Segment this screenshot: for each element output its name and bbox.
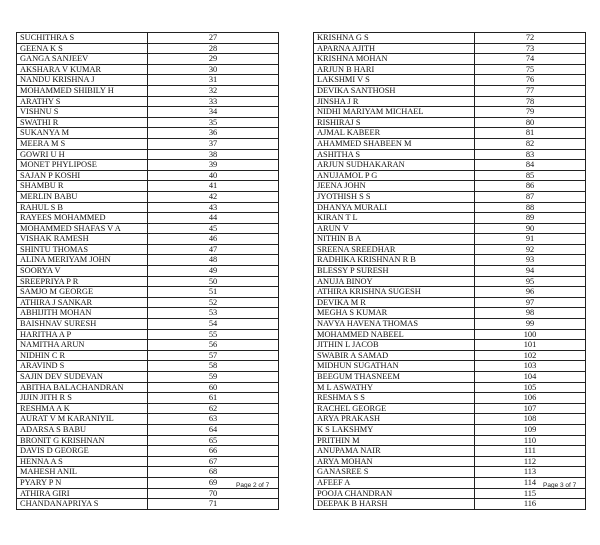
table-row (314, 424, 586, 435)
table-row (314, 287, 586, 298)
serial-number-cell: 72 (475, 33, 586, 44)
table-row (17, 255, 279, 266)
student-name-cell: PRITHIN M (314, 435, 475, 446)
student-name-cell: MOHAMMED NABEEL (314, 329, 475, 340)
serial-number-cell: 84 (475, 160, 586, 171)
student-name-cell: ANUJA BINOY (314, 276, 475, 287)
table-row (17, 64, 279, 75)
student-name-cell: GANASREE S (314, 467, 475, 478)
student-name-cell: NIDHIN C R (17, 350, 148, 361)
student-name-cell: AFEEF A (314, 477, 475, 488)
student-name-cell: RESHMA S S (314, 393, 475, 404)
serial-number-cell: 102 (475, 350, 586, 361)
table-row (314, 414, 586, 425)
serial-number-cell: 107 (475, 403, 586, 414)
serial-number-cell: 99 (475, 319, 586, 330)
student-name-cell: SUKANYA M (17, 128, 148, 139)
serial-number-cell: 108 (475, 414, 586, 425)
student-name-cell: GOWRI U H (17, 149, 148, 160)
table-row (314, 382, 586, 393)
serial-number-cell: 98 (475, 308, 586, 319)
student-name-cell: ARYA MOHAN (314, 456, 475, 467)
table-row (17, 435, 279, 446)
roll-list-page-2 (16, 32, 279, 510)
table-row (314, 96, 586, 107)
student-name-cell: AHAMMED SHABEEN M (314, 138, 475, 149)
table-row (314, 149, 586, 160)
table-row (17, 107, 279, 118)
serial-number-cell: 110 (475, 435, 586, 446)
serial-number-cell: 48 (148, 255, 279, 266)
table-row (314, 181, 586, 192)
table-row (314, 128, 586, 139)
student-name-cell: ARYA PRAKASH (314, 414, 475, 425)
table-row (17, 138, 279, 149)
table-row (17, 340, 279, 351)
student-name-cell: ADARSA S BABU (17, 424, 148, 435)
page-number-label: Page 2 of 7 (236, 482, 270, 489)
student-name-cell: LAKSHMI V S (314, 75, 475, 86)
table-row (314, 117, 586, 128)
table-row (17, 128, 279, 139)
student-name-cell: SWABIR A SAMAD (314, 350, 475, 361)
table-row (17, 329, 279, 340)
table-row (17, 170, 279, 181)
table-row (314, 467, 586, 478)
table-row (17, 361, 279, 372)
table-row (314, 266, 586, 277)
serial-number-cell: 69 (148, 477, 279, 488)
serial-number-cell: 34 (148, 107, 279, 118)
table-row (314, 107, 586, 118)
student-name-cell: MONET PHYLIPOSE (17, 160, 148, 171)
table-row (314, 488, 586, 499)
student-name-cell: ARJUN B HARI (314, 64, 475, 75)
table-row (314, 308, 586, 319)
student-name-cell: ARATHY S (17, 96, 148, 107)
serial-number-cell: 31 (148, 75, 279, 86)
student-name-cell: BAISHNAV SURESH (17, 319, 148, 330)
student-name-cell: DAVIS D GEORGE (17, 446, 148, 457)
table-row (17, 266, 279, 277)
student-name-cell: MOHAMMED SHAFAS V A (17, 223, 148, 234)
student-name-cell: RAHUL S B (17, 202, 148, 213)
table-row (17, 244, 279, 255)
student-name-cell: BLESSY P SURESH (314, 266, 475, 277)
serial-number-cell: 94 (475, 266, 586, 277)
student-name-cell: RACHEL GEORGE (314, 403, 475, 414)
student-name-cell: MOHAMMED SHIBILY H (17, 85, 148, 96)
serial-number-cell: 55 (148, 329, 279, 340)
serial-number-cell: 28 (148, 43, 279, 54)
serial-number-cell: 49 (148, 266, 279, 277)
serial-number-cell: 64 (148, 424, 279, 435)
student-name-cell: ASHITHA S (314, 149, 475, 160)
table-row (17, 393, 279, 404)
student-name-cell: NAVYA HAVENA THOMAS (314, 319, 475, 330)
student-name-cell: RISHIRAJ S (314, 117, 475, 128)
serial-number-cell: 73 (475, 43, 586, 54)
serial-number-cell: 79 (475, 107, 586, 118)
student-name-cell: SOORYA V (17, 266, 148, 277)
student-name-cell: MEGHA S KUMAR (314, 308, 475, 319)
serial-number-cell: 36 (148, 128, 279, 139)
table-row (314, 456, 586, 467)
serial-number-cell: 29 (148, 54, 279, 65)
student-name-cell: SAJIN DEV SUDEVAN (17, 372, 148, 383)
table-row (17, 297, 279, 308)
student-name-cell: KRISHNA MOHAN (314, 54, 475, 65)
student-name-cell: CHANDANAPRIYA S (17, 499, 148, 510)
serial-number-cell: 65 (148, 435, 279, 446)
table-row (17, 223, 279, 234)
serial-number-cell: 96 (475, 287, 586, 298)
table-row (17, 414, 279, 425)
student-name-cell: ATHIRA J SANKAR (17, 297, 148, 308)
table-row (17, 424, 279, 435)
serial-number-cell: 51 (148, 287, 279, 298)
table-row (314, 403, 586, 414)
student-name-cell: ARJUN SUDHAKARAN (314, 160, 475, 171)
student-name-cell: NANDU KRISHNA J (17, 75, 148, 86)
serial-number-cell: 100 (475, 329, 586, 340)
student-name-cell: SHINTU THOMAS (17, 244, 148, 255)
roll-list-page-3 (313, 32, 586, 510)
serial-number-cell: 74 (475, 54, 586, 65)
serial-number-cell: 86 (475, 181, 586, 192)
table-row (17, 33, 279, 44)
serial-number-cell: 66 (148, 446, 279, 457)
serial-number-cell: 47 (148, 244, 279, 255)
table-row (314, 297, 586, 308)
student-name-cell: ATHIRA KRISHNA SUGESH (314, 287, 475, 298)
serial-number-cell: 87 (475, 191, 586, 202)
serial-number-cell: 58 (148, 361, 279, 372)
table-row (314, 319, 586, 330)
serial-number-cell: 41 (148, 181, 279, 192)
table-row (17, 85, 279, 96)
student-name-cell: NAMITHA ARUN (17, 340, 148, 351)
student-name-cell: SUCHITHRA S (17, 33, 148, 44)
table-row (17, 276, 279, 287)
student-name-cell: ARAVIND S (17, 361, 148, 372)
student-name-cell: JEENA JOHN (314, 181, 475, 192)
serial-number-cell: 103 (475, 361, 586, 372)
student-name-cell: DEVIKA M R (314, 297, 475, 308)
serial-number-cell: 104 (475, 372, 586, 383)
student-name-cell: BEEGUM THASNEEM (314, 372, 475, 383)
table-row (17, 117, 279, 128)
table-row (314, 499, 586, 510)
table-row (314, 64, 586, 75)
serial-number-cell: 30 (148, 64, 279, 75)
serial-number-cell: 54 (148, 319, 279, 330)
serial-number-cell: 56 (148, 340, 279, 351)
serial-number-cell: 45 (148, 223, 279, 234)
serial-number-cell: 113 (475, 467, 586, 478)
student-name-cell: NIDHI MARIYAM MICHAEL (314, 107, 475, 118)
student-name-cell: JITHIN L JACOB (314, 340, 475, 351)
student-name-cell: KRISHNA G S (314, 33, 475, 44)
serial-number-cell: 43 (148, 202, 279, 213)
student-name-cell: ANUJAMOL P G (314, 170, 475, 181)
serial-number-cell: 78 (475, 96, 586, 107)
table-row (314, 138, 586, 149)
student-name-cell: NITHIN B A (314, 234, 475, 245)
student-name-cell: AURAT V M KARANIYIL (17, 414, 148, 425)
student-name-cell: MEERA M S (17, 138, 148, 149)
table-row (17, 499, 279, 510)
serial-number-cell: 75 (475, 64, 586, 75)
serial-number-cell: 114 (475, 477, 586, 488)
serial-number-cell: 85 (475, 170, 586, 181)
student-name-cell: APARNA AJITH (314, 43, 475, 54)
student-name-cell: JIJIN JITH R S (17, 393, 148, 404)
serial-number-cell: 109 (475, 424, 586, 435)
student-name-cell: DHANYA MURALI (314, 202, 475, 213)
student-name-cell: KIRAN T L (314, 213, 475, 224)
table-row (17, 181, 279, 192)
table-row (17, 234, 279, 245)
table-row (17, 96, 279, 107)
serial-number-cell: 105 (475, 382, 586, 393)
serial-number-cell: 71 (148, 499, 279, 510)
serial-number-cell: 50 (148, 276, 279, 287)
table-row (17, 467, 279, 478)
serial-number-cell: 35 (148, 117, 279, 128)
serial-number-cell: 101 (475, 340, 586, 351)
student-name-cell: ATHIRA GIRI (17, 488, 148, 499)
student-name-cell: DEVIKA SANTHOSH (314, 85, 475, 96)
table-row (17, 488, 279, 499)
serial-number-cell: 89 (475, 213, 586, 224)
serial-number-cell: 81 (475, 128, 586, 139)
table-row (314, 372, 586, 383)
table-row (17, 54, 279, 65)
serial-number-cell: 115 (475, 488, 586, 499)
serial-number-cell: 59 (148, 372, 279, 383)
table-row (314, 43, 586, 54)
serial-number-cell: 70 (148, 488, 279, 499)
table-row (314, 160, 586, 171)
serial-number-cell: 38 (148, 149, 279, 160)
student-name-cell: AKSHARA V KUMAR (17, 64, 148, 75)
student-name-cell: JINSHA J R (314, 96, 475, 107)
student-name-cell: HENNA A S (17, 456, 148, 467)
table-row (17, 319, 279, 330)
table-row (314, 393, 586, 404)
table-row (314, 223, 586, 234)
serial-number-cell: 39 (148, 160, 279, 171)
table-row (314, 350, 586, 361)
table-row (17, 308, 279, 319)
table-row (314, 234, 586, 245)
table-row (314, 170, 586, 181)
table-row (314, 191, 586, 202)
student-name-cell: VISHAK RAMESH (17, 234, 148, 245)
table-row (17, 350, 279, 361)
student-name-cell: MIDHUN SUGATHAN (314, 361, 475, 372)
student-name-cell: MERLIN BABU (17, 191, 148, 202)
student-name-cell: SREEPRIYA P R (17, 276, 148, 287)
table-row (17, 213, 279, 224)
table-row (314, 75, 586, 86)
table-row (314, 435, 586, 446)
serial-number-cell: 61 (148, 393, 279, 404)
table-row (17, 149, 279, 160)
serial-number-cell: 97 (475, 297, 586, 308)
serial-number-cell: 76 (475, 75, 586, 86)
serial-number-cell: 67 (148, 456, 279, 467)
table-row (314, 276, 586, 287)
student-name-cell: ABHIJITH MOHAN (17, 308, 148, 319)
serial-number-cell: 57 (148, 350, 279, 361)
table-row (17, 191, 279, 202)
serial-number-cell: 82 (475, 138, 586, 149)
table-row (314, 446, 586, 457)
serial-number-cell: 83 (475, 149, 586, 160)
serial-number-cell: 44 (148, 213, 279, 224)
student-name-cell: HARITHA A P (17, 329, 148, 340)
student-name-cell: SAJAN P KOSHI (17, 170, 148, 181)
roll-table (16, 32, 279, 510)
table-row (17, 403, 279, 414)
table-row (314, 340, 586, 351)
serial-number-cell: 92 (475, 244, 586, 255)
table-row (314, 85, 586, 96)
serial-number-cell: 112 (475, 456, 586, 467)
serial-number-cell: 91 (475, 234, 586, 245)
serial-number-cell: 42 (148, 191, 279, 202)
student-name-cell: JYOTHISH S S (314, 191, 475, 202)
table-row (17, 372, 279, 383)
student-name-cell: RAYEES MOHAMMED (17, 213, 148, 224)
student-name-cell: POOJA CHANDRAN (314, 488, 475, 499)
student-name-cell: SHAMBU R (17, 181, 148, 192)
serial-number-cell: 33 (148, 96, 279, 107)
serial-number-cell: 90 (475, 223, 586, 234)
table-row (314, 244, 586, 255)
serial-number-cell: 62 (148, 403, 279, 414)
student-name-cell: SWATHI R (17, 117, 148, 128)
serial-number-cell: 53 (148, 308, 279, 319)
table-row (17, 202, 279, 213)
table-row (17, 160, 279, 171)
student-name-cell: GANGA SANJEEV (17, 54, 148, 65)
roll-table (313, 32, 586, 510)
serial-number-cell: 60 (148, 382, 279, 393)
serial-number-cell: 37 (148, 138, 279, 149)
serial-number-cell: 80 (475, 117, 586, 128)
serial-number-cell: 95 (475, 276, 586, 287)
serial-number-cell: 40 (148, 170, 279, 181)
serial-number-cell: 88 (475, 202, 586, 213)
serial-number-cell: 93 (475, 255, 586, 266)
student-name-cell: ANUPAMA NAIR (314, 446, 475, 457)
student-name-cell: M L ASWATHY (314, 382, 475, 393)
serial-number-cell: 63 (148, 414, 279, 425)
serial-number-cell: 32 (148, 85, 279, 96)
student-name-cell: AJMAL KABEER (314, 128, 475, 139)
student-name-cell: ARUN V (314, 223, 475, 234)
serial-number-cell: 27 (148, 33, 279, 44)
serial-number-cell: 46 (148, 234, 279, 245)
table-row (17, 382, 279, 393)
student-name-cell: SAMJO M GEORGE (17, 287, 148, 298)
student-name-cell: PYARY P N (17, 477, 148, 488)
student-name-cell: GEENA K S (17, 43, 148, 54)
serial-number-cell: 68 (148, 467, 279, 478)
serial-number-cell: 116 (475, 499, 586, 510)
serial-number-cell: 106 (475, 393, 586, 404)
table-row (17, 75, 279, 86)
serial-number-cell: 77 (475, 85, 586, 96)
table-row (314, 202, 586, 213)
student-name-cell: RADHIKA KRISHNAN R B (314, 255, 475, 266)
student-name-cell: BRONIT G KRISHNAN (17, 435, 148, 446)
table-row (314, 33, 586, 44)
table-row (17, 43, 279, 54)
table-row (314, 361, 586, 372)
student-name-cell: ALINA MERIYAM JOHN (17, 255, 148, 266)
serial-number-cell: 52 (148, 297, 279, 308)
table-row (314, 213, 586, 224)
table-row (17, 446, 279, 457)
student-name-cell: MAHESH ANIL (17, 467, 148, 478)
student-name-cell: DEEPAK B HARSH (314, 499, 475, 510)
table-row (314, 54, 586, 65)
page-number-label: Page 3 of 7 (543, 482, 577, 489)
student-name-cell: K S LAKSHMY (314, 424, 475, 435)
student-name-cell: VISHNU S (17, 107, 148, 118)
table-row (17, 287, 279, 298)
table-row (314, 255, 586, 266)
table-row (314, 329, 586, 340)
table-row (17, 456, 279, 467)
student-name-cell: RESHMA A K (17, 403, 148, 414)
student-name-cell: SREENA SREEDHAR (314, 244, 475, 255)
serial-number-cell: 111 (475, 446, 586, 457)
student-name-cell: ABITHA BALACHANDRAN (17, 382, 148, 393)
